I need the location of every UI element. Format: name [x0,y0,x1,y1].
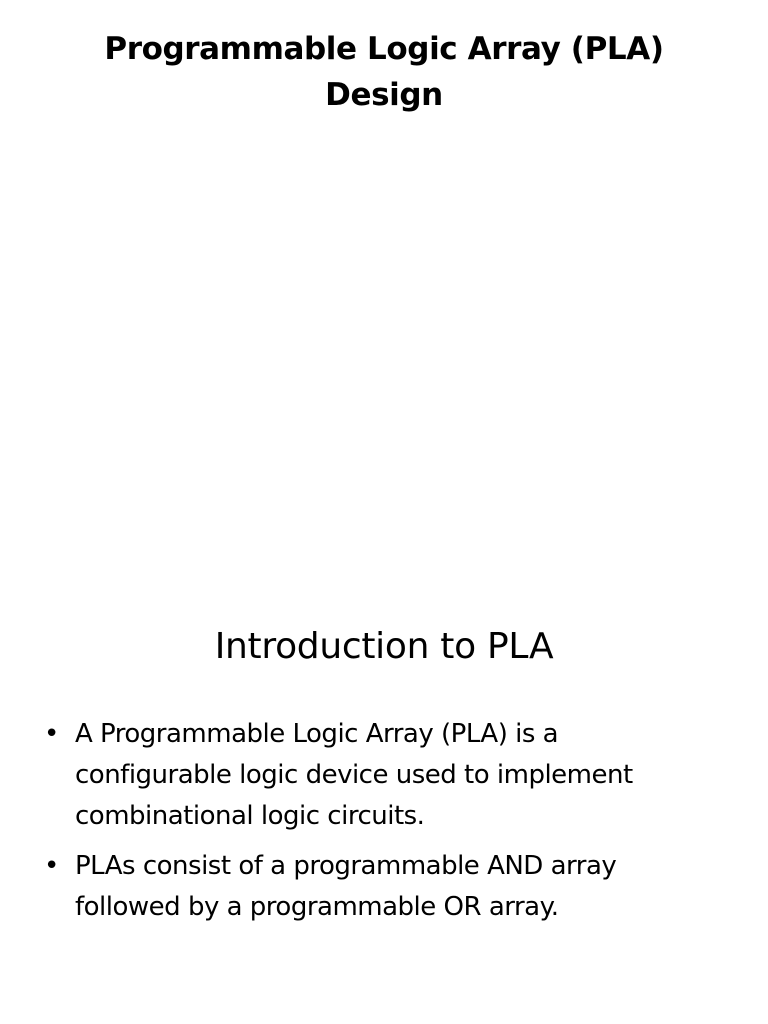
bullet-icon: • [44,719,59,749]
bullet-line: followed by a programmable OR array. [75,892,559,922]
bullet-icon: • [44,851,59,881]
bullet-item [40,714,740,837]
title-line-2: Design [325,77,443,113]
bullet-line: configurable logic device used to implement [75,760,633,790]
bullet-line: A Programmable Logic Array (PLA) is a [75,719,559,749]
bullet-line: PLAs consist of a programmable AND array [75,851,617,881]
section-title: Introduction to PLA [214,626,554,667]
bullet-item [40,846,740,928]
page-title [40,26,728,118]
title-line-1: Programmable Logic Array (PLA) [104,31,664,67]
bullet-list [40,714,740,937]
slide-introduction [0,600,768,1024]
bullet-line: combinational logic circuits. [75,801,425,831]
